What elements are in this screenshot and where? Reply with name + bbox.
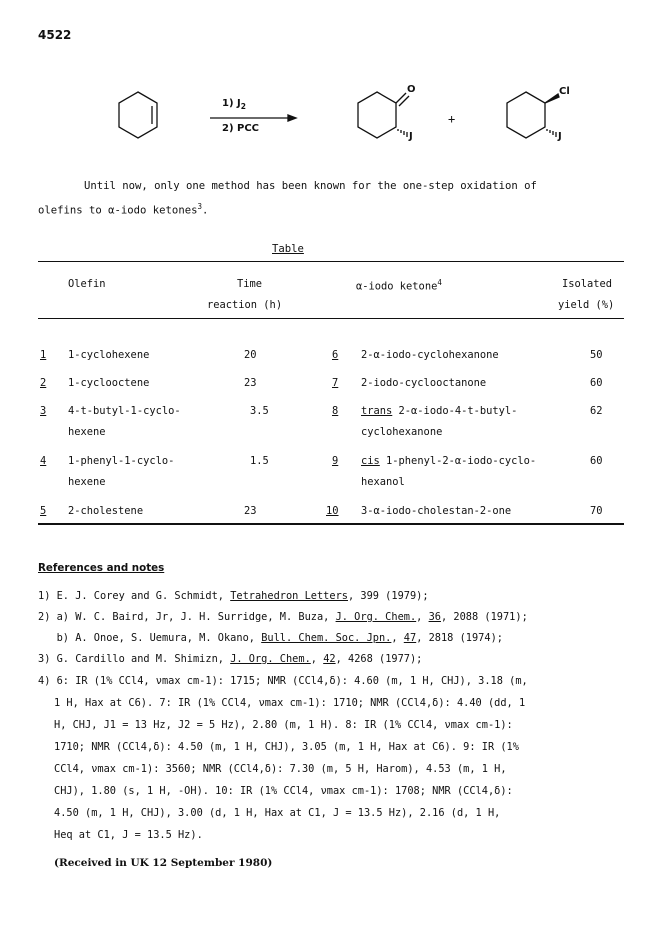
product-number: 7 <box>332 377 339 389</box>
product-cell-continued: hexanol <box>361 476 405 488</box>
yield-cell: 70 <box>590 505 603 517</box>
product-cell: 2-α-iodo-cyclohexanone <box>361 349 499 361</box>
reagent-step-2: 2) PCC <box>222 123 260 134</box>
cyclohexene-ring <box>119 92 157 138</box>
iodine-label-2: J <box>558 131 562 142</box>
note-4-line-3: H, CHJ, J1 = 13 Hz, J2 = 5 Hz), 2.80 (m, 1 H). 8: IR (1% CCl4, νmax cm-1): <box>54 719 513 731</box>
reagent-step-1: 1) $J_2$ <box>222 98 246 111</box>
time-cell: 20 <box>244 349 257 361</box>
intro-line-2: olefins to α-iodo ketones$^3$. <box>38 202 209 217</box>
product-number: 8 <box>332 405 339 417</box>
row-number: 1 <box>40 349 47 361</box>
header-time-unit: reaction (h) <box>207 299 283 311</box>
product-cell: 2-iodo-cyclooctanone <box>361 377 487 389</box>
table-bottom-rule <box>38 523 624 525</box>
time-cell: 23 <box>244 505 257 517</box>
reference-2b: b) A. Onoe, S. Uemura, M. Okano, Bull. Chem. Soc. Jpn., 47, 2818 (1974); <box>38 632 503 644</box>
iodine-label-1: J <box>409 131 413 142</box>
note-4-line-4: 1710; NMR (CCl4,δ): 4.50 (m, 1 H, CHJ), 3.05 (m, 1 H, Hax at C6). 9: IR (1% <box>54 741 519 753</box>
page-number: 4522 <box>38 28 72 42</box>
time-cell: 23 <box>244 377 257 389</box>
header-time: Time <box>237 278 263 290</box>
product-cell: cis 1-phenyl-2-α-iodo-cyclo- <box>361 455 537 467</box>
table-header-rule <box>38 318 624 319</box>
olefin-cell-continued: hexene <box>68 426 106 438</box>
carbonyl-bond <box>396 93 406 103</box>
references-heading: References and notes <box>38 562 165 574</box>
olefin-cell: 2-cholestene <box>68 505 144 517</box>
row-number: 2 <box>40 377 47 389</box>
product-cell: 3-α-iodo-cholestan-2-one <box>361 505 512 517</box>
arrowhead <box>288 115 296 121</box>
row-number: 3 <box>40 405 47 417</box>
wedge-bond <box>545 94 559 103</box>
header-yield: Isolated <box>562 278 613 290</box>
chloro-label: Cl <box>559 86 570 97</box>
hashed-bond-1 <box>398 129 407 137</box>
table-top-rule <box>38 261 624 262</box>
olefin-cell: 1-phenyl-1-cyclo- <box>68 455 175 467</box>
row-number: 5 <box>40 505 47 517</box>
plus-sign: + <box>448 112 456 126</box>
note-4-line-1: 4) 6: IR (1% CCl4, νmax cm-1): 1715; NMR (CCl4,δ): 4.60 (m, 1 H, CHJ), 3.18 (m, <box>38 675 528 687</box>
product-cell: trans 2-α-iodo-4-t-butyl- <box>361 405 518 417</box>
yield-cell: 50 <box>590 349 603 361</box>
reference-2a: 2) a) W. C. Baird, Jr, J. H. Surridge, M. Buza, J. Org. Chem., 36, 2088 (1971); <box>38 611 528 623</box>
yield-cell: 60 <box>590 377 603 389</box>
olefin-cell: 1-cyclooctene <box>68 377 150 389</box>
olefin-cell-continued: hexene <box>68 476 106 488</box>
header-ketone: α-iodo ketone$^4$ <box>356 278 442 293</box>
product-number: 10 <box>326 505 339 517</box>
olefin-cell: 4-t-butyl-1-cyclo- <box>68 405 181 417</box>
note-4-line-5: CCl4, νmax cm-1): 3560; NMR (CCl4,δ): 7.30 (m, 5 H, Harom), 4.53 (m, 1 H, <box>54 763 507 775</box>
reference-3: 3) G. Cardillo and M. Shimizn, J. Org. Chem., 42, 4268 (1977); <box>38 653 423 665</box>
olefin-cell: 1-cyclohexene <box>68 349 150 361</box>
time-cell: 1.5 <box>250 455 269 467</box>
yield-cell: 62 <box>590 405 603 417</box>
note-4-line-6: CHJ), 1.80 (s, 1 H, -OH). 10: IR (1% CCl4, νmax cm-1): 1708; NMR (CCl4,δ): <box>54 785 513 797</box>
received-date: (Received in UK 12 September 1980) <box>54 857 273 869</box>
note-4-line-2: 1 H, Hax at C6). 7: IR (1% CCl4, νmax cm-1): 1710; NMR (CCl4,δ): 4.40 (dd, 1 <box>54 697 526 709</box>
product-ring-1 <box>358 92 396 138</box>
reference-1: 1) E. J. Corey and G. Schmidt, Tetrahedron Letters, 399 (1979); <box>38 590 429 602</box>
oxygen-label: O <box>407 84 416 95</box>
product-number: 6 <box>332 349 339 361</box>
yield-cell: 60 <box>590 455 603 467</box>
table-caption: Table <box>272 243 304 255</box>
time-cell: 3.5 <box>250 405 269 417</box>
reaction-scheme <box>0 0 672 170</box>
product-cell-continued: cyclohexanone <box>361 426 443 438</box>
header-olefin: Olefin <box>68 278 106 290</box>
product-ring-2 <box>507 92 545 138</box>
header-yield-unit: yield (%) <box>558 299 615 311</box>
intro-line-1: Until now, only one method has been known for the one-step oxidation of <box>84 180 537 192</box>
product-number: 9 <box>332 455 339 467</box>
note-4-line-7: 4.50 (m, 1 H, CHJ), 3.00 (d, 1 H, Hax at C1, J = 13.5 Hz), 2.16 (d, 1 H, <box>54 807 501 819</box>
row-number: 4 <box>40 455 47 467</box>
note-4-line-8: Heq at C1, J = 13.5 Hz). <box>54 829 203 841</box>
hashed-bond-2 <box>547 129 556 137</box>
